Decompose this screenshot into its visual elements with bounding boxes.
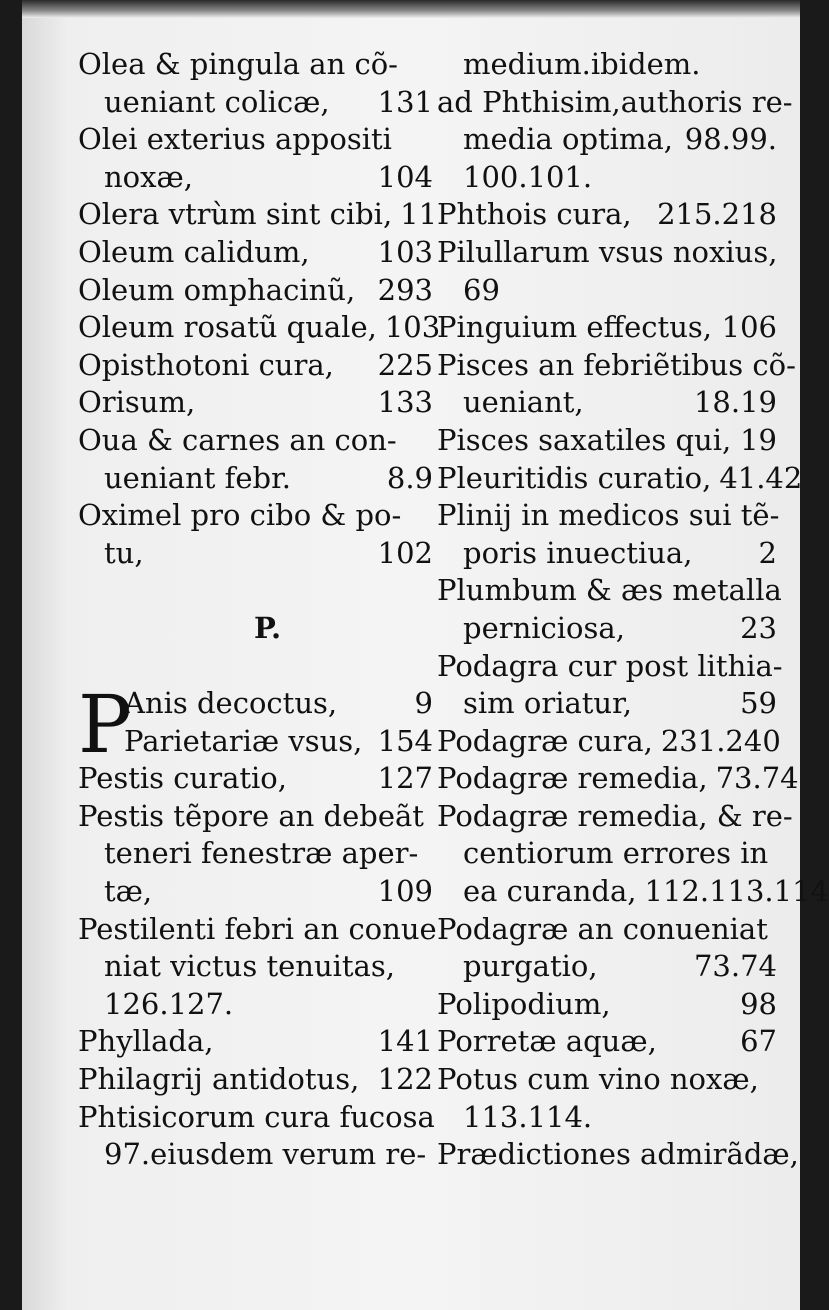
- index-entry: [437, 798, 793, 836]
- index-entry-continuation: [78, 986, 433, 1024]
- entry-text: ueniant,: [463, 385, 584, 420]
- index-entry: [437, 572, 782, 610]
- entry-text: perniciosa,: [463, 610, 625, 645]
- index-entry: [78, 234, 433, 272]
- entry-text: ad Phthisim,authoris re-: [437, 84, 793, 119]
- index-entry-continuation: [437, 835, 777, 873]
- entry-text: Phtisicorum cura fucosa: [78, 1099, 435, 1134]
- index-entry: [437, 1061, 777, 1099]
- entry-page-number: 41.42: [719, 460, 803, 495]
- entry-text: tu,: [104, 535, 144, 570]
- index-entry: [78, 911, 437, 949]
- index-entry: [78, 309, 441, 347]
- index-entry-continuation: [437, 384, 777, 422]
- entry-text: sim oriatur,: [463, 686, 632, 721]
- entry-text: Olea & pingula an cõ-: [78, 47, 398, 81]
- entry-page-number: 215.218: [657, 197, 777, 232]
- index-entry: [437, 986, 777, 1024]
- entry-page-number: 106: [721, 310, 777, 345]
- entry-page-number: 73.74: [693, 949, 777, 984]
- entry-text: Podagræ cura,: [437, 723, 653, 758]
- entry-text: ueniant febr.: [104, 460, 291, 495]
- book-page: [22, 0, 829, 1310]
- index-entry: [78, 1061, 433, 1099]
- entry-text: ea curanda,: [463, 874, 637, 909]
- left-column: [78, 46, 441, 1174]
- index-entry: [78, 798, 433, 836]
- entry-page-number: 109: [377, 874, 433, 909]
- page-top-shadow: [22, 0, 800, 18]
- entry-page-number: 73.74: [715, 761, 799, 796]
- spacer: [78, 572, 433, 610]
- entry-text: Oximel pro cibo & po-: [78, 498, 402, 533]
- index-entry-continuation: [78, 535, 433, 573]
- index-entry-continuation: [78, 948, 433, 986]
- entry-page-number: 104: [377, 159, 433, 194]
- entry-page-number: 19: [740, 422, 777, 457]
- entry-text: Pisces saxatiles qui,: [437, 422, 732, 457]
- entry-page-number: 9: [414, 686, 433, 721]
- entry-text: tæ,: [104, 874, 153, 909]
- entry-page-number: 11: [400, 197, 438, 232]
- index-block-p-continued: [437, 46, 829, 1174]
- index-entry: [78, 272, 433, 310]
- entry-text: purgatio,: [463, 949, 598, 984]
- index-entry: [437, 422, 777, 460]
- entry-text: 113.114.: [463, 1099, 593, 1134]
- entry-text: Pestis curatio,: [78, 761, 287, 796]
- entry-page-number: 67: [740, 1024, 777, 1059]
- index-entry: [78, 121, 433, 159]
- entry-page-number: 141: [377, 1024, 433, 1059]
- index-entry: [437, 911, 777, 949]
- entry-text: 126.127.: [104, 986, 234, 1021]
- entry-text: Pinguium effectus,: [437, 310, 712, 345]
- index-entry-continuation: [437, 610, 777, 648]
- entry-text: teneri fenestræ aper-: [104, 836, 419, 871]
- index-entry: [437, 723, 781, 761]
- right-column: [437, 46, 829, 1174]
- entry-text: Oleum omphacinũ,: [78, 272, 356, 307]
- index-entry-continuation: [437, 272, 777, 310]
- entry-text: Oleum rosatũ quale,: [78, 310, 377, 345]
- index-entry: [437, 347, 796, 385]
- entry-page-number: 112.113.114: [644, 874, 829, 909]
- entry-text: Pilullarum vsus noxius,: [437, 234, 778, 269]
- entry-text: Opisthotoni cura,: [78, 347, 334, 382]
- entry-text: noxæ,: [104, 159, 193, 194]
- entry-text: Pestis tẽpore an debeãt: [78, 798, 424, 833]
- index-entry-continuation: [78, 835, 433, 873]
- entry-text: Phthois cura,: [437, 197, 632, 232]
- index-entry-continuation: [78, 84, 433, 122]
- index-entry-continuation: [437, 873, 829, 911]
- entry-text: ueniant colicæ,: [104, 84, 330, 119]
- entry-page-number: 122: [377, 1062, 433, 1097]
- entry-page-number: 23: [740, 610, 777, 645]
- entry-page-number: 133: [377, 385, 433, 420]
- entry-text: Orisum,: [78, 385, 196, 420]
- index-entry: [78, 196, 438, 234]
- entry-text: Anis decoctus,: [124, 686, 338, 721]
- index-entry: [437, 196, 777, 234]
- entry-text: Pestilenti febri an conue: [78, 911, 437, 946]
- index-entry-continuation: [437, 121, 777, 159]
- index-entry-continuation: [78, 159, 433, 197]
- entry-text: centiorum errores in: [463, 836, 769, 871]
- index-entry-continuation: [437, 948, 777, 986]
- entry-page-number: 225: [377, 347, 433, 382]
- entry-text: Phyllada,: [78, 1024, 214, 1059]
- index-entry: [437, 1023, 777, 1061]
- entry-text: 69: [463, 272, 500, 307]
- entry-text: Porretæ aquæ,: [437, 1024, 657, 1059]
- entry-text: Pleuritidis curatio,: [437, 460, 712, 495]
- entry-text: Olei exterius appositi: [78, 122, 392, 157]
- index-entry-continuation: [437, 1099, 777, 1137]
- index-entry: [78, 1099, 433, 1137]
- index-entry-continuation: [437, 159, 777, 197]
- entry-text: Polipodium,: [437, 986, 611, 1021]
- entry-page-number: 102: [377, 535, 433, 570]
- entry-text: 100.101.: [463, 159, 593, 194]
- index-entry: [437, 1136, 799, 1174]
- index-block-o: [78, 46, 441, 572]
- entry-page-number: 127: [377, 761, 433, 796]
- index-entry: [437, 84, 793, 122]
- index-entry: [437, 648, 783, 686]
- entry-text: Podagra cur post lithia-: [437, 648, 783, 683]
- entry-text: Podagræ remedia, & re-: [437, 798, 793, 833]
- entry-text: Plumbum & æs metalla: [437, 573, 782, 608]
- index-entry: [78, 497, 433, 535]
- index-entry: [78, 422, 433, 460]
- index-entry-continuation: [78, 873, 433, 911]
- entry-text: Olera vtrùm sint cibi,: [78, 197, 393, 232]
- index-entry: [437, 460, 803, 498]
- entry-page-number: 98: [740, 986, 777, 1021]
- entry-text: poris inuectiua,: [463, 535, 693, 570]
- entry-text: niat victus tenuitas,: [104, 949, 395, 984]
- entry-text: Philagrij antidotus,: [78, 1062, 360, 1097]
- index-entry-continuation: [437, 685, 777, 723]
- section-letter: P.: [253, 610, 282, 645]
- entry-text: Potus cum vino noxæ,: [437, 1062, 759, 1097]
- index-entry: [437, 760, 799, 798]
- entry-page-number: 154: [377, 723, 433, 758]
- entry-text: Parietariæ vsus,: [124, 723, 363, 758]
- entry-text: Podagræ an conueniat: [437, 911, 768, 946]
- entry-text: Oua & carnes an con-: [78, 422, 397, 457]
- index-entry: [78, 384, 433, 422]
- index-entry: [78, 1023, 433, 1061]
- entry-page-number: 103: [377, 234, 433, 269]
- entry-page-number: 98.99.: [684, 122, 777, 157]
- entry-page-number: 2: [758, 535, 777, 570]
- entry-page-number: 293: [377, 272, 433, 307]
- entry-page-number: 103: [384, 310, 441, 345]
- entry-page-number: 18.19: [693, 385, 777, 420]
- index-entry: [437, 309, 777, 347]
- index-block-p: [78, 760, 437, 1174]
- entry-page-number: 131: [377, 84, 433, 119]
- entry-text: Prædictiones admirãdæ,: [437, 1137, 799, 1172]
- entry-text: 97.eiusdem verum re-: [104, 1137, 427, 1172]
- index-entry: [437, 497, 780, 535]
- index-entry: [437, 234, 777, 272]
- index-entry-continuation: [78, 460, 433, 498]
- entry-text: media optima,: [463, 122, 673, 157]
- index-entry: [437, 46, 777, 84]
- entry-text: medium.ibidem.: [463, 47, 701, 81]
- entry-page-number: 231.240: [660, 723, 781, 758]
- index-entry-continuation: [78, 1136, 433, 1174]
- dropcap-group: [78, 678, 433, 772]
- index-entry: [78, 46, 433, 84]
- entry-text: Oleum calidum,: [78, 234, 310, 269]
- index-entry: [78, 347, 433, 385]
- entry-page-number: 59: [740, 686, 777, 721]
- entry-page-number: 8.9: [386, 460, 433, 495]
- entry-text: Plinij in medicos sui tẽ-: [437, 498, 780, 533]
- index-entry-continuation: [437, 535, 777, 573]
- dropcap-letter: P: [78, 678, 132, 772]
- entry-text: Podagræ remedia,: [437, 761, 708, 796]
- entry-text: Pisces an febriẽtibus cõ-: [437, 347, 796, 382]
